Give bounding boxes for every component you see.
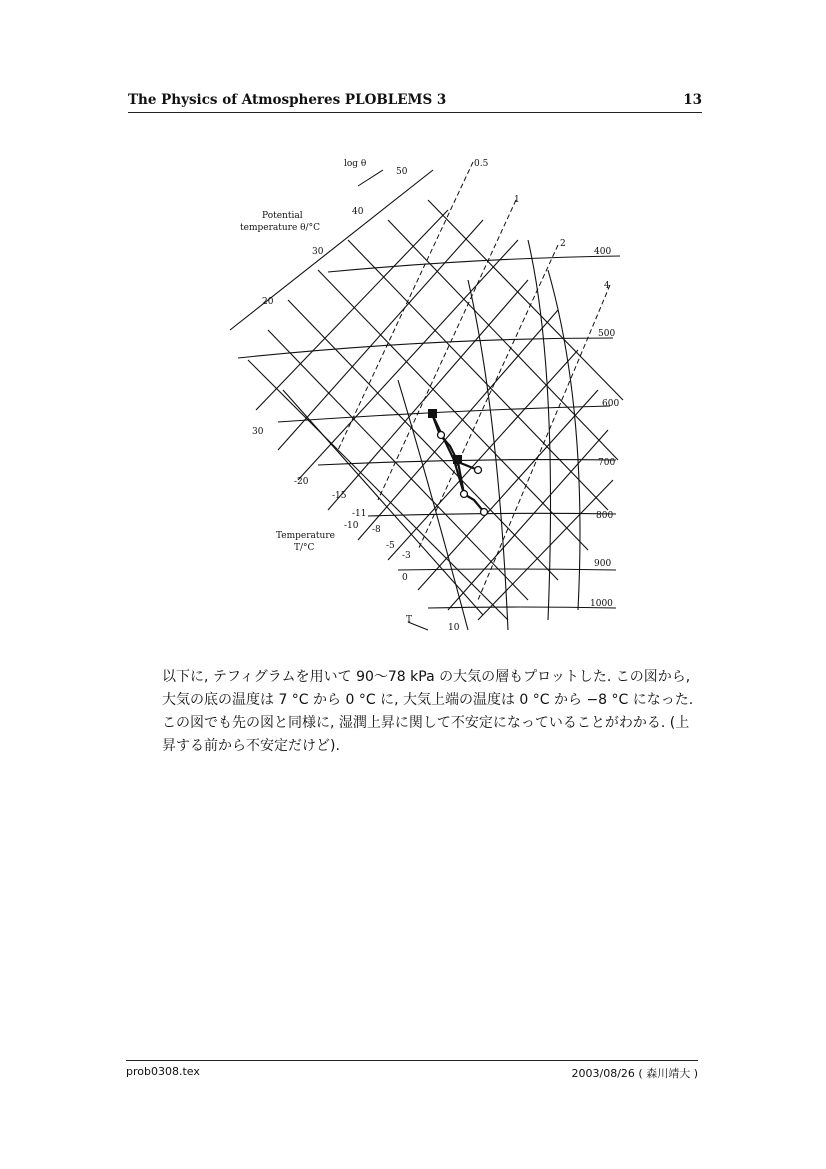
theta-tick-30: 30 (312, 247, 324, 257)
potential-temperature-label-2: temperature θ/°C (240, 223, 320, 233)
saturated-adiabat-curves (398, 240, 580, 630)
pressure-tick-1000: 1000 (590, 599, 613, 609)
theta-tick-30b: 30 (252, 427, 264, 437)
temperature-tick-minus20: -20 (294, 477, 309, 487)
t-arrow-label: T (406, 615, 413, 625)
temperature-tick-minus3: -3 (402, 551, 411, 561)
log-theta-label: log θ (344, 159, 367, 169)
sounding-point-open-3 (461, 491, 468, 498)
log-theta-arrow (358, 170, 383, 186)
mixing-ratio-tick-4: 4 (604, 281, 610, 291)
running-title: The Physics of Atmospheres PLOBLEMS 3 (128, 92, 447, 108)
potential-temperature-label-1: Potential (262, 211, 303, 221)
temperature-tick-minus8: -8 (372, 525, 381, 535)
tephigram-figure (228, 150, 628, 640)
body-line: この図でも先の図と同様に, 湿潤上昇に関して不安定になっていることがわかる. (上 (162, 715, 690, 731)
sounding-point-open-1 (438, 432, 445, 439)
pressure-tick-500: 500 (598, 329, 616, 339)
temperature-tick-minus10: -10 (344, 521, 359, 531)
pressure-tick-700: 700 (598, 458, 616, 468)
theta-tick-40: 40 (352, 207, 364, 217)
temperature-tick-minus15: -15 (332, 491, 347, 501)
pressure-tick-800: 800 (596, 511, 614, 521)
body-line: 大気の底の温度は 7 °C から 0 °C に, 大気上端の温度は 0 °C から −8 °C になった. (162, 692, 694, 708)
mixing-ratio-tick-0-5: 0.5 (474, 159, 489, 169)
sounding-point-open-2 (475, 467, 482, 474)
tephigram-diagram (228, 150, 628, 640)
pressure-tick-600: 600 (602, 399, 620, 409)
footer-date-author: 2003/08/26 ( 森川靖大 ) (571, 1067, 698, 1080)
sounding-point-top (428, 409, 437, 418)
temperature-label-2: T/°C (294, 543, 315, 553)
footer-filename: prob0308.tex (126, 1065, 200, 1078)
theta-tick-50: 50 (396, 167, 408, 177)
pressure-tick-900: 900 (594, 559, 612, 569)
sounding-point-bottom (481, 509, 488, 516)
body-paragraph (162, 666, 702, 758)
page-footer (126, 1060, 698, 1080)
pressure-tick-400: 400 (594, 247, 612, 257)
mixing-ratio-tick-1: 1 (514, 195, 520, 205)
body-line: 昇する前から不安定だけど). (162, 738, 340, 754)
temperature-tick-0: 0 (402, 573, 408, 583)
sounding-point-mid (453, 455, 462, 464)
temperature-tick-10: 10 (448, 623, 460, 633)
body-line: 以下に, テフィグラムを用いて 90〜78 kPa の大気の層もプロットした. この図から, (162, 669, 691, 685)
temperature-tick-minus11: -11 (352, 509, 367, 519)
isobar-lines (238, 256, 620, 608)
page-header (128, 90, 702, 113)
temperature-label-1: Temperature (276, 531, 335, 541)
page-number: 13 (683, 92, 702, 108)
mixing-ratio-tick-2: 2 (560, 239, 566, 249)
theta-tick-20: 20 (262, 297, 274, 307)
temperature-tick-minus5: -5 (386, 541, 395, 551)
